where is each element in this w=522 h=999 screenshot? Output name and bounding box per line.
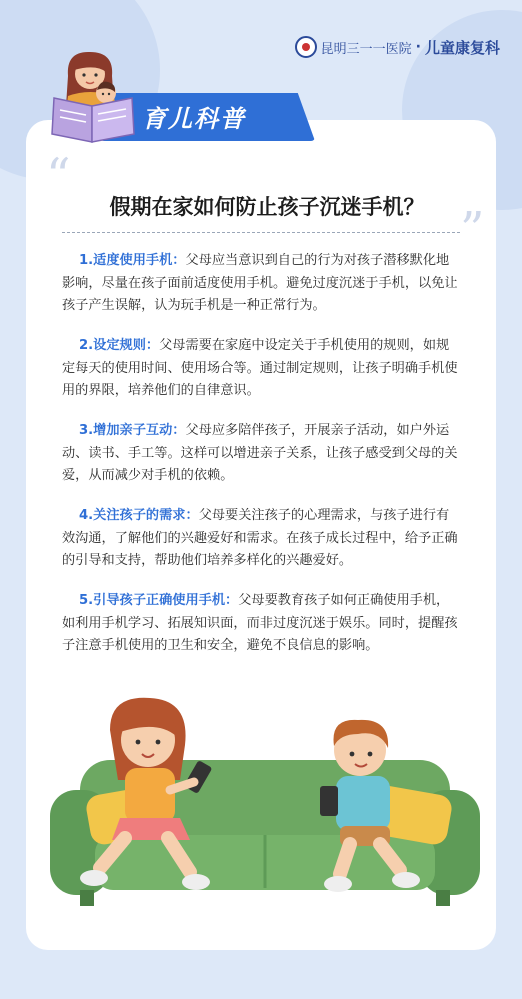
section-body: 父母应多陪伴孩子，开展亲子活动，如户外运动、读书、手工等。这样可以增进亲子关系，让孩子感受到父母的关爱，从而减少对手机的依赖。 bbox=[62, 423, 458, 483]
section-1 bbox=[62, 250, 462, 318]
hospital-name: 昆明三一一医院 bbox=[320, 41, 412, 57]
section-heading: 4.关注孩子的需求： bbox=[79, 508, 199, 523]
banner-label: 育儿科普 bbox=[142, 105, 246, 133]
hospital-logo bbox=[295, 36, 500, 58]
department-name: 儿童康复科 bbox=[424, 38, 500, 57]
close-quote-icon: ” bbox=[460, 202, 485, 258]
open-quote-icon: “ bbox=[46, 148, 71, 204]
section-heading: 5.引导孩子正确使用手机： bbox=[79, 593, 239, 608]
hospital-emblem-icon bbox=[295, 36, 317, 58]
section-heading: 1.适度使用手机： bbox=[79, 253, 186, 268]
section-body: 父母要关注孩子的心理需求，与孩子进行有效沟通，了解他们的兴趣爱好和需求。在孩子成长过程中，给予正确的引导和支持，帮助他们培养多样化的兴趣爱好。 bbox=[62, 508, 458, 568]
section-4 bbox=[62, 505, 462, 573]
section-heading: 2.设定规则： bbox=[79, 338, 160, 353]
section-2 bbox=[62, 335, 462, 403]
title-divider bbox=[62, 232, 460, 233]
kids-on-sofa-illustration bbox=[40, 690, 490, 920]
article-title: 假期在家如何防止孩子沉迷手机？ bbox=[109, 195, 425, 219]
section-body: 父母要教育孩子如何正确使用手机，如利用手机学习、拓展知识面，而非过度沉迷于娱乐。同时，提醒孩子注意手机使用的卫生和安全，避免不良信息的影响。 bbox=[62, 593, 458, 653]
section-heading: 3.增加亲子互动： bbox=[79, 423, 186, 438]
section-5 bbox=[62, 590, 462, 658]
mother-reading-illustration bbox=[48, 46, 138, 146]
section-body: 父母应当意识到自己的行为对孩子潜移默化地影响，尽量在孩子面前适度使用手机。避免过度沉迷于手机，以免让孩子产生误解，认为玩手机是一种正常行为。 bbox=[62, 253, 458, 313]
section-3 bbox=[62, 420, 462, 488]
separator-dot: · bbox=[415, 39, 421, 55]
section-body: 父母需要在家庭中设定关于手机使用的规则，如规定每天的使用时间、使用场合等。通过制定规则，让孩子明确手机使用的界限，培养他们的自律意识。 bbox=[62, 338, 458, 398]
